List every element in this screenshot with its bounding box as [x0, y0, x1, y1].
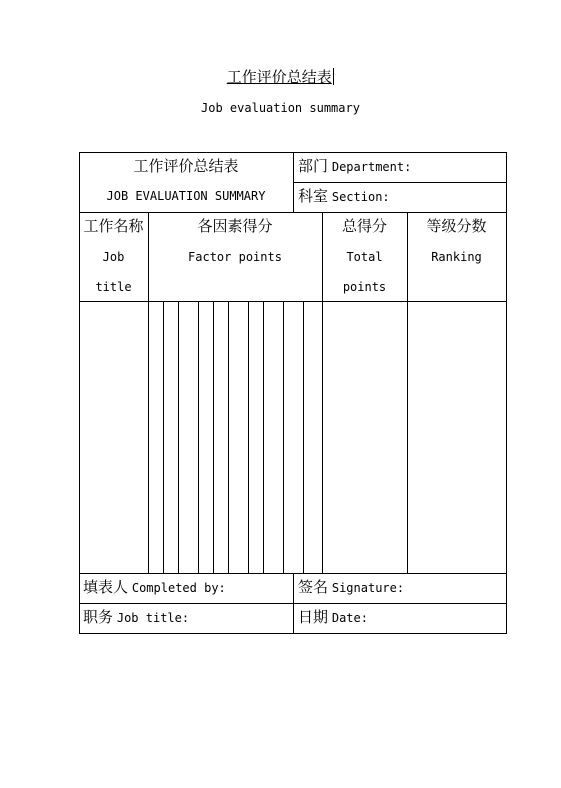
- factor-line: [178, 301, 179, 573]
- factor-line: [213, 301, 214, 573]
- footer-divider: [293, 573, 294, 634]
- date-field[interactable]: [298, 609, 368, 626]
- col-factor-points-cn: 各因素得分: [197, 217, 273, 235]
- document-title: [0, 66, 561, 88]
- factor-line: [228, 301, 229, 573]
- form-border-right: [506, 152, 507, 634]
- form-header-en: JOB EVALUATION SUMMARY: [106, 189, 266, 203]
- completed-by-label-cn: 填表人: [83, 578, 129, 596]
- columns-header-bottom: [79, 301, 507, 302]
- signature-label-en: Signature:: [331, 581, 405, 595]
- completed-by-field[interactable]: [83, 579, 226, 596]
- col-total-points-cn: 总得分: [341, 217, 387, 235]
- col-total-points-en-2: points: [342, 280, 387, 294]
- department-label-cn: 部门: [298, 157, 329, 175]
- factor-line: [263, 301, 264, 573]
- document-title-text: 工作评价总结表: [226, 68, 332, 86]
- job-title-field[interactable]: [83, 609, 189, 626]
- col-ranking-en: Ranking: [431, 250, 482, 264]
- signature-field[interactable]: [298, 579, 404, 596]
- col-factor-points-en: Factor points: [188, 250, 282, 264]
- date-label-cn: 日期: [298, 608, 329, 626]
- header-row-divider: [293, 182, 507, 183]
- column-divider-2: [322, 212, 323, 573]
- document-subtitle: Job evaluation summary: [201, 101, 360, 115]
- job-title-label-cn: 职务: [83, 608, 114, 626]
- column-divider-1: [148, 212, 149, 573]
- job-title-label-en: Job title:: [116, 611, 190, 625]
- section-field[interactable]: [298, 188, 390, 205]
- completed-by-label-en: Completed by:: [131, 581, 226, 595]
- signature-label-cn: 签名: [298, 578, 329, 596]
- col-ranking-cn: 等级分数: [426, 217, 487, 235]
- factor-line: [303, 301, 304, 573]
- form-header-cn: 工作评价总结表: [133, 157, 239, 175]
- col-job-title-en-2: title: [95, 280, 132, 294]
- text-cursor: [333, 68, 335, 85]
- col-job-title-cn: 工作名称: [83, 217, 144, 235]
- evaluation-form: [79, 152, 507, 634]
- factor-line: [163, 301, 164, 573]
- department-label-en: Department:: [331, 160, 412, 174]
- col-job-title-en-1: Job: [102, 250, 125, 264]
- section-label-cn: 科室: [298, 187, 329, 205]
- department-field[interactable]: [298, 158, 411, 175]
- columns-top-line: [79, 212, 507, 213]
- column-divider-3: [407, 212, 408, 573]
- section-label-en: Section:: [331, 190, 390, 204]
- date-label-en: Date:: [331, 611, 368, 625]
- factor-line: [283, 301, 284, 573]
- col-total-points-en-1: Total: [346, 250, 383, 264]
- factor-line: [198, 301, 199, 573]
- factor-line: [248, 301, 249, 573]
